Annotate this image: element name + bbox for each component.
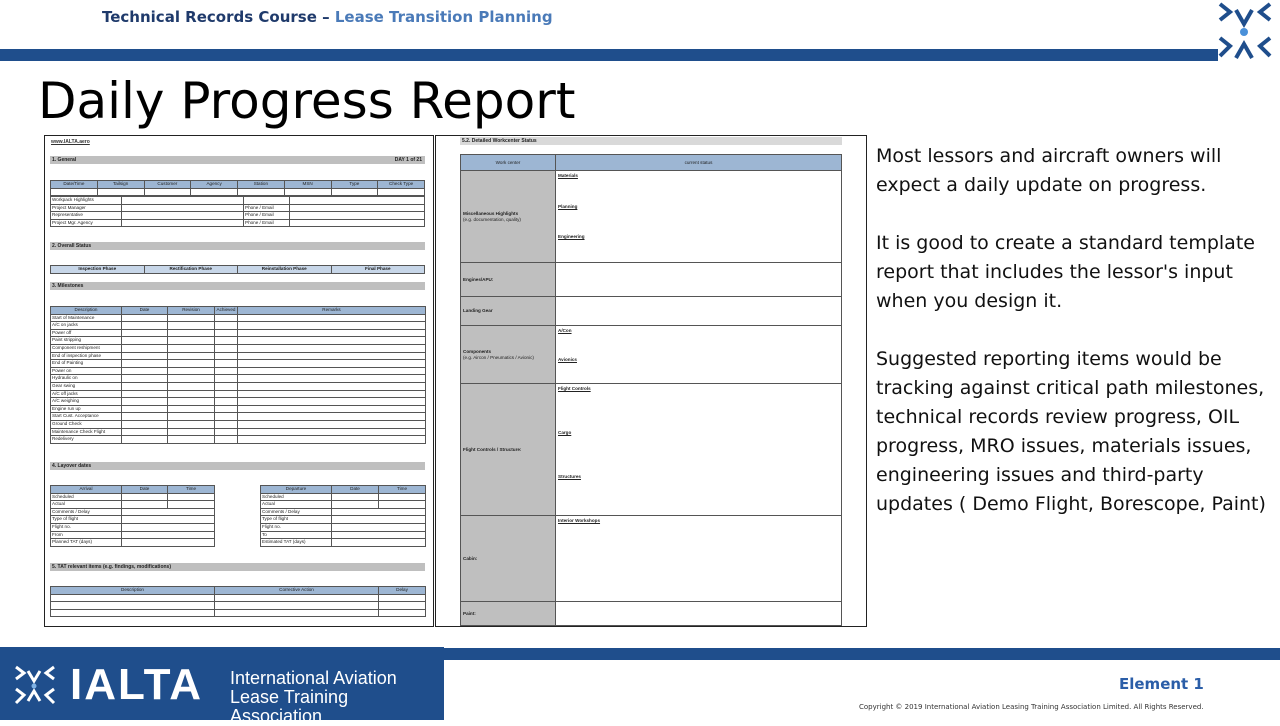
tat-row (51, 594, 426, 602)
departure-label: Scheduled (261, 493, 332, 501)
table-cell (168, 390, 215, 398)
table-cell (168, 314, 215, 322)
phone-email-label: Phone / Email (244, 212, 290, 220)
arrival-table (50, 485, 215, 547)
table-cell (215, 352, 238, 360)
table-cell (122, 367, 168, 375)
milestone-description: Paint stripping (51, 337, 122, 345)
slide-title: Daily Progress Report (38, 72, 576, 130)
course-title (102, 8, 553, 26)
ialta-wordmark: IALTA (70, 660, 203, 709)
departure-row (261, 508, 426, 516)
workcenter-row (461, 326, 842, 384)
table-cell (168, 322, 215, 330)
general-column-header: MSN (284, 181, 331, 189)
arrival-column-header: Arrival (51, 486, 122, 494)
table-cell (122, 539, 215, 547)
report-site: www.IALTA.aero (51, 139, 90, 145)
paragraph-1: Most lessors and aircraft owners will expect a daily update on progress. (876, 145, 1222, 196)
table-cell (332, 508, 426, 516)
status-subheading: Engineering (558, 234, 585, 240)
workcenter-label (461, 263, 556, 297)
section-tat: 5. TAT relevant items (e.g. findings, modifications) (50, 563, 425, 571)
workcenter-label (461, 384, 556, 516)
table-cell (215, 405, 238, 413)
milestone-description: Ground Check (51, 420, 122, 428)
table-cell (215, 375, 238, 383)
table-cell (238, 322, 426, 330)
table-cell (122, 436, 168, 444)
section-overall: 2. Overall Status (50, 242, 425, 250)
milestone-row (51, 367, 426, 375)
workcenter-status-cell (556, 602, 842, 626)
header-rule (0, 49, 1218, 61)
departure-label: Comments / Delay (261, 508, 332, 516)
table-cell (290, 204, 425, 212)
table-cell (238, 398, 426, 406)
milestone-description: End of Painting (51, 360, 122, 368)
arrival-label: Comments / Delay (51, 508, 122, 516)
workcenter-name: Landing Gear (463, 308, 493, 314)
contact-row (51, 197, 425, 205)
table-cell (238, 382, 426, 390)
table-cell (168, 337, 215, 345)
milestone-description: Maintenance Check Flight (51, 428, 122, 436)
milestone-row (51, 428, 426, 436)
workcenter-label (461, 326, 556, 384)
table-cell (215, 337, 238, 345)
paragraph-3: Suggested reporting items would be tracking against critical path milestones, technical records review progress, OIL progress, MRO issues, materials issues, engineering issues and third-party updates ( Demo Flight, Borescope, Paint) (876, 348, 1266, 515)
table-cell (122, 420, 168, 428)
milestone-row (51, 352, 426, 360)
table-cell (215, 436, 238, 444)
milestone-row (51, 329, 426, 337)
contact-row (51, 219, 425, 227)
table-cell (168, 367, 215, 375)
departure-column-header: Time (379, 486, 426, 494)
departure-label: Flight no. (261, 523, 332, 531)
table-cell (238, 367, 426, 375)
arrival-label: Planned TAT (days) (51, 539, 122, 547)
workcenter-name: Flight Controls / Structure: (463, 446, 522, 452)
departure-row (261, 516, 426, 524)
table-cell (332, 531, 426, 539)
status-subheading: Interior Workshops (558, 518, 601, 523)
table-cell (238, 344, 426, 352)
contact-label: Representative (51, 212, 122, 220)
milestone-row (51, 344, 426, 352)
milestone-description: Start of Maintenance (51, 314, 122, 322)
departure-row (261, 531, 426, 539)
workcenter-subtitle: (e.g. documentation, quality) (463, 216, 521, 222)
body-text (876, 142, 1266, 548)
contacts-table (50, 196, 425, 227)
table-cell (168, 344, 215, 352)
general-column-header: Station (238, 181, 285, 189)
general-table (50, 180, 425, 196)
milestone-row (51, 360, 426, 368)
table-cell (168, 405, 215, 413)
table-cell (238, 337, 426, 345)
table-cell (122, 375, 168, 383)
table-cell (122, 322, 168, 330)
table-cell (122, 405, 168, 413)
ialta-logo (0, 647, 444, 726)
milestone-description: End of inspection phase (51, 352, 122, 360)
milestone-column-header: Date (122, 307, 168, 315)
table-cell (215, 329, 238, 337)
table-cell (168, 329, 215, 337)
workcenter-label (461, 516, 556, 602)
workcenter-header-row (461, 155, 842, 171)
table-cell (379, 594, 426, 602)
arrival-label: Type of flight (51, 516, 122, 524)
table-cell (215, 594, 379, 602)
workcenter-row (461, 516, 842, 602)
table-cell (168, 398, 215, 406)
contact-label: Workpack Highlights (51, 197, 122, 205)
departure-table (260, 485, 426, 547)
table-cell (51, 609, 215, 617)
workcenter-row (461, 263, 842, 297)
general-column-header: Customer (144, 181, 191, 189)
table-cell (215, 344, 238, 352)
workcenter-name: Components (463, 349, 492, 354)
table-cell (238, 413, 426, 421)
arrival-row (51, 539, 215, 547)
milestone-row (51, 375, 426, 383)
contact-label: Project Manager (51, 204, 122, 212)
milestone-description: A/C weighing (51, 398, 122, 406)
table-cell (215, 413, 238, 421)
table-cell (122, 219, 244, 227)
table-cell (122, 360, 168, 368)
table-cell (215, 322, 238, 330)
milestone-column-header: Revision (168, 307, 215, 315)
table-cell (122, 493, 168, 501)
org-name-line1: International Aviation (230, 668, 397, 688)
departure-row (261, 493, 426, 501)
phase-cell: Final Phase (331, 266, 425, 274)
workcenter-subtitle: (e.g. Aircon / Pneumatics / Avionic) (463, 354, 534, 360)
departure-column-header: Date (332, 486, 379, 494)
table-cell (215, 398, 238, 406)
section-general-label: 1. General (52, 156, 77, 163)
departure-column-header: Departure (261, 486, 332, 494)
table-cell (238, 405, 426, 413)
table-cell (122, 314, 168, 322)
tat-column-header: Delay (379, 587, 426, 595)
table-cell (122, 501, 168, 509)
table-cell (122, 197, 244, 205)
general-column-header: Date/Time (51, 181, 98, 189)
milestone-row (51, 314, 426, 322)
org-name-line2: Lease Training Association (230, 687, 349, 726)
table-cell (168, 360, 215, 368)
table-cell (238, 420, 426, 428)
milestone-description: A/C off jacks (51, 390, 122, 398)
departure-row (261, 501, 426, 509)
table-cell (215, 428, 238, 436)
departure-label: To (261, 531, 332, 539)
workcenter-name: Paint: (463, 610, 476, 616)
milestone-header-row (51, 307, 426, 315)
table-cell (215, 609, 379, 617)
table-cell (122, 329, 168, 337)
course-name: Technical Records Course (102, 8, 317, 26)
arrival-row (51, 516, 215, 524)
milestone-row (51, 420, 426, 428)
status-subheading: Cargo (558, 430, 572, 435)
workcenter-status-cell (556, 171, 842, 263)
table-cell (215, 602, 379, 610)
section-general (50, 156, 425, 164)
table-cell (122, 531, 215, 539)
milestone-description: Redelivery (51, 436, 122, 444)
workcenter-column-header: Work center (461, 155, 556, 171)
tat-column-header: Description (51, 587, 215, 595)
status-column-header: current status (556, 155, 842, 171)
arrival-column-header: Time (168, 486, 215, 494)
table-cell (122, 398, 168, 406)
table-cell (290, 212, 425, 220)
table-cell (168, 382, 215, 390)
table-cell (122, 352, 168, 360)
arrival-row (51, 493, 215, 501)
table-cell (290, 197, 425, 205)
table-cell (238, 360, 426, 368)
table-cell (122, 382, 168, 390)
tat-row (51, 609, 426, 617)
table-cell (122, 337, 168, 345)
workcenter-table (460, 154, 842, 626)
milestone-row (51, 337, 426, 345)
tat-row (51, 602, 426, 610)
table-cell (332, 493, 379, 501)
workcenter-status-cell (556, 384, 842, 516)
workcenter-label (461, 171, 556, 263)
arrival-label: From (51, 531, 122, 539)
ialta-mark-icon (1216, 0, 1280, 64)
table-cell (122, 428, 168, 436)
workcenter-name: Cabin: (463, 555, 478, 561)
workcenter-status-cell (556, 516, 842, 602)
table-cell (238, 428, 426, 436)
tat-table (50, 586, 426, 617)
milestone-row (51, 322, 426, 330)
table-cell (332, 523, 426, 531)
table-cell (51, 594, 215, 602)
milestone-row (51, 405, 426, 413)
general-column-header: Agency (191, 181, 238, 189)
table-cell (215, 367, 238, 375)
milestone-row (51, 436, 426, 444)
milestone-column-header: Achieved (215, 307, 238, 315)
workcenter-row (461, 297, 842, 326)
workcenter-row (461, 171, 842, 263)
arrival-label: Flight no. (51, 523, 122, 531)
workcenter-label (461, 602, 556, 626)
workcenter-status-cell (556, 326, 842, 384)
table-cell (379, 501, 426, 509)
workcenter-label (461, 297, 556, 326)
general-column-header: Check Type (378, 181, 425, 189)
phone-email-label: Phone / Email (244, 219, 290, 227)
workcenter-name: Engines/APU: (463, 276, 494, 282)
table-cell (168, 420, 215, 428)
general-column-header: Tailsign (97, 181, 144, 189)
status-subheading: Structures (558, 474, 581, 479)
table-cell (168, 493, 215, 501)
phone-email-label (244, 197, 290, 205)
table-cell (332, 501, 379, 509)
milestone-description: A/C on jacks (51, 322, 122, 330)
table-cell (215, 420, 238, 428)
table-cell (332, 539, 426, 547)
departure-row (261, 523, 426, 531)
milestone-description: Component reshipment (51, 344, 122, 352)
phase-cell: Inspection Phase (51, 266, 145, 274)
table-cell (238, 314, 426, 322)
milestone-row (51, 398, 426, 406)
phase-cell: Rectification Phase (144, 266, 238, 274)
arrival-row (51, 501, 215, 509)
copyright: Copyright © 2019 International Aviation Leasing Training Association Limited. All Rights Reserved. (859, 703, 1204, 711)
table-cell (122, 344, 168, 352)
table-cell (238, 352, 426, 360)
status-subheading: Planning (558, 203, 578, 209)
table-cell (168, 375, 215, 383)
milestone-description: Hydraulic on (51, 375, 122, 383)
report-form-image (44, 135, 434, 627)
workcenter-name: Miscellaneous Highlights (463, 211, 519, 216)
phases-table (50, 265, 425, 274)
departure-label: Actual (261, 501, 332, 509)
departure-label: Type of flight (261, 516, 332, 524)
header (0, 0, 1280, 48)
table-cell (122, 523, 215, 531)
arrival-row (51, 523, 215, 531)
workcenter-row (461, 602, 842, 626)
workcenter-status-cell (556, 263, 842, 297)
milestone-description: Start Cust. Acceptance (51, 413, 122, 421)
course-module: Lease Transition Planning (334, 8, 553, 26)
milestone-row (51, 390, 426, 398)
milestone-description: Power on (51, 367, 122, 375)
milestone-description: Gear swing (51, 382, 122, 390)
course-separator: – (316, 8, 335, 26)
status-subheading: Materials (558, 173, 578, 178)
table-cell (215, 314, 238, 322)
table-cell (122, 390, 168, 398)
table-cell (238, 375, 426, 383)
table-cell (168, 428, 215, 436)
table-cell (379, 493, 426, 501)
org-name (230, 669, 444, 726)
table-cell (51, 602, 215, 610)
workcenter-form-image (435, 135, 867, 627)
milestone-description: Engine run up (51, 405, 122, 413)
section-layover: 4. Layover dates (50, 462, 425, 470)
table-cell (379, 602, 426, 610)
section-milestones: 3. Milestones (50, 282, 425, 290)
table-cell (379, 609, 426, 617)
table-cell (215, 382, 238, 390)
milestone-column-header: Description (51, 307, 122, 315)
ialta-logo-icon (14, 665, 58, 705)
milestone-description: Power off (51, 329, 122, 337)
status-subheading: Avionics (558, 357, 577, 362)
tat-header-row (51, 587, 426, 595)
phase-cell: Reinstallation Phase (238, 266, 332, 274)
paragraph-2: It is good to create a standard template report that includes the lessor's input when you design it. (876, 232, 1255, 312)
footer-rule (444, 648, 1280, 660)
arrival-column-header: Date (122, 486, 168, 494)
table-cell (238, 436, 426, 444)
milestone-row (51, 413, 426, 421)
table-cell (122, 204, 244, 212)
table-cell (332, 516, 426, 524)
table-cell (168, 436, 215, 444)
table-cell (122, 516, 215, 524)
tat-column-header: Corrective Action (215, 587, 379, 595)
element-label: Element 1 (1119, 675, 1204, 693)
status-subheading: A/Con (558, 328, 572, 333)
table-cell (168, 413, 215, 421)
workcenter-row (461, 384, 842, 516)
table-cell (238, 329, 426, 337)
arrival-label: Actual (51, 501, 122, 509)
milestone-column-header: Remarks (238, 307, 426, 315)
contact-row (51, 204, 425, 212)
workcenter-title: 5.2. Detailed Workcenter Status (460, 137, 842, 145)
status-subheading: Flight Controls (558, 386, 591, 391)
phone-email-label: Phone / Email (244, 204, 290, 212)
departure-label: Estimated TAT (days) (261, 539, 332, 547)
arrival-header-row (51, 486, 215, 494)
milestone-row (51, 382, 426, 390)
departure-row (261, 539, 426, 547)
table-cell (122, 508, 215, 516)
table-cell (215, 360, 238, 368)
table-cell (238, 390, 426, 398)
departure-header-row (261, 486, 426, 494)
arrival-label: Scheduled (51, 493, 122, 501)
table-cell (290, 219, 425, 227)
table-cell (122, 212, 244, 220)
day-counter: DAY 1 of 21 (394, 156, 422, 163)
table-cell (168, 352, 215, 360)
contact-label: Project Mgr. Agency (51, 219, 122, 227)
general-column-header: Type (331, 181, 378, 189)
milestones-table (50, 306, 426, 444)
contact-row (51, 212, 425, 220)
arrival-row (51, 508, 215, 516)
arrival-row (51, 531, 215, 539)
workcenter-status-cell (556, 297, 842, 326)
table-cell (215, 390, 238, 398)
table-cell (122, 413, 168, 421)
table-cell (168, 501, 215, 509)
